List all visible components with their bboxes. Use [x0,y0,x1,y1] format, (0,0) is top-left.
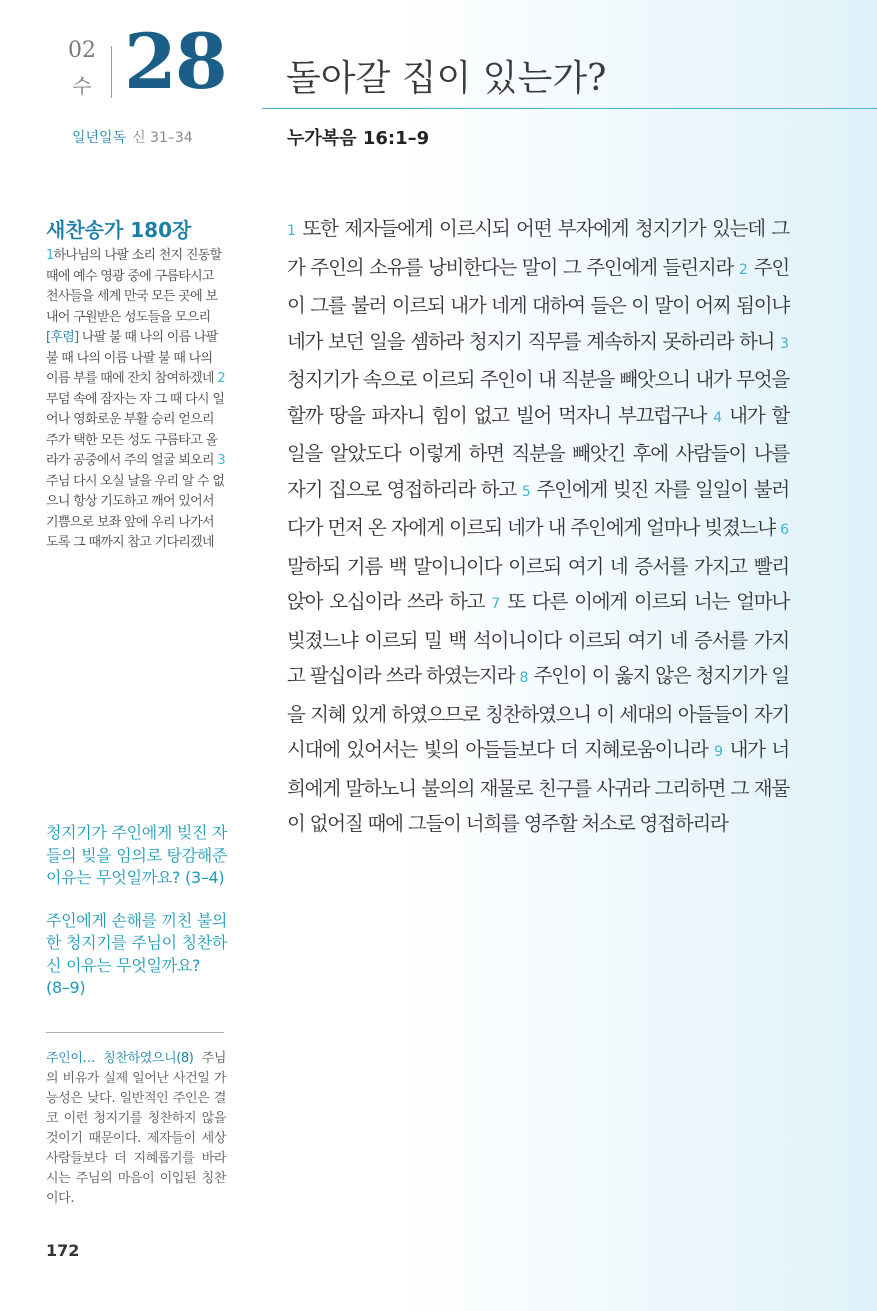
hymn-title: 새찬송가 180장 [46,218,192,242]
page-number: 172 [46,1241,80,1260]
hymn-lyrics [46,246,226,554]
note-divider [46,1032,224,1033]
hymn-verse-text: 주님 다시 오실 날을 우리 알 수 없으니 항상 기도하고 깨어 있어서 기쁨으로 보좌 앞에 우리 나가서 도록 그 때까지 참고 기다리겠네 [46,473,225,550]
hymn-verse-number: 1 [46,248,54,263]
scripture-text [287,211,789,842]
verse-text: 말하되 기름 백 말이니이다 이르되 여기 네 증서를 가지고 빨리 앉아 오십이라 쓰라 하고 [287,554,789,613]
passage-reference: 누가복음 16:1–9 [287,128,430,149]
verse-number: 1 [287,223,296,239]
verse-number: 6 [780,522,789,538]
verse-text: 주인이 이 옳지 않은 청지기가 일을 지혜 있게 하였으므로 칭찬하였으니 이 세대의 아들들이 자기 시대에 있어서는 빛의 아들들보다 더 지혜로움이니라 [287,664,790,761]
reading-plan [72,127,193,147]
verse-number: 8 [519,670,529,686]
verse-text: 또 다른 이에게 이르되 너는 얼마나 빚졌느냐 이르되 밀 백 석이니이다 이르되 여기 네 증서를 가지고 팔십이라 쓰라 하였는지라 [287,590,790,687]
note-highlight: 주인이… 칭찬하였으니(8) [46,1051,194,1066]
date-divider [111,46,112,98]
verse-number: 2 [739,261,748,278]
verse-text: 주인에게 빚진 자를 일일이 불러다가 먼저 온 자에게 이르되 네가 내 주인에게 얼마나 빚졌느냐 [287,477,790,539]
hymn-verse-number: 3 [217,453,225,468]
hymn-verse-number: 2 [217,371,225,386]
verse-number: 3 [780,335,789,352]
reflection-questions [46,822,228,1020]
verse-text: 또한 제자들에게 이르시되 어떤 부자에게 청지기가 있는데 그가 주인의 소유를 낭비한다는 말이 그 주인에게 들린지라 [287,217,790,279]
verse-number: 5 [521,483,531,500]
reading-plan-label: 일년일독 [72,130,127,146]
hymn-refrain-text: 나팔 불 때 나의 이름 나팔 불 때 나의 이름 나팔 불 때 나의 이름 부를 때에 잔치 참여하겠네 [46,330,218,386]
page-title: 돌아갈 집이 있는가? [286,58,607,99]
verse-number: 4 [713,409,723,426]
verse-text: 주인이 그를 불러 이르되 내가 네게 대하여 들은 이 말이 어찌 됨이냐 네가 보던 일을 셈하라 청지기 직무를 계속하지 못하리라 하니 [287,255,789,353]
hymn-verse-text: 하나님의 나팔 소리 천지 진동할 때에 예수 영광 중에 구름타시고 천사들을 세계 만국 모든 곳에 보내어 구원받은 성도들을 모으리 [46,248,222,325]
day-number: 28 [124,17,226,106]
title-underline [262,108,877,109]
weekday-label: 수 [72,74,92,98]
verse-text: 내가 할 일을 알았도다 이렇게 하면 직분을 빼앗긴 후에 사람들이 나를 자기 집으로 영접하리라 하고 [287,403,789,501]
verse-text: 청지기가 속으로 이르되 주인이 내 직분을 빼앗으니 내가 무엇을 할까 땅을 파자니 힘이 없고 빌어 먹자니 부끄럽구나 [287,368,789,427]
hymn-verse-text: 무덤 속에 잠자는 자 그 때 다시 일어나 영화로운 부활 승리 얻으리 주가 택한 모든 성도 구름타고 올라가 공중에서 주의 얼굴 뵈오리 [46,391,225,468]
verse-number: 7 [491,596,501,612]
note-text: 주님의 비유가 실제 일어난 사건일 가능성은 낮다. 일반적인 주인은 결코 이런 청지기를 칭찬하지 않을 것이기 때문이다. 제자들이 세상 사람들보다 더 지혜롭기를 바라시는 주님의 마음이 이입된 칭찬이다. [46,1051,226,1206]
reading-plan-ref: 신 31–34 [132,130,193,146]
commentary-note [46,1049,226,1209]
question-item: 주인에게 손해를 끼친 불의한 청지기를 주님이 칭찬하신 이유는 무엇일까요? (8–9) [46,910,228,997]
question-item: 청지기가 주인에게 빚진 자들의 빚을 임의로 탕감해준 이유는 무엇일까요? (3–4) [46,823,228,887]
hymn-refrain-label: [후렴] [46,330,79,345]
month-number: 02 [68,38,96,63]
verse-text: 내가 너희에게 말하노니 불의의 재물로 친구를 사귀라 그리하면 그 재물이 없어질 때에 그들이 너희를 영주할 처소로 영접하리라 [287,738,790,835]
verse-number: 9 [714,744,724,760]
